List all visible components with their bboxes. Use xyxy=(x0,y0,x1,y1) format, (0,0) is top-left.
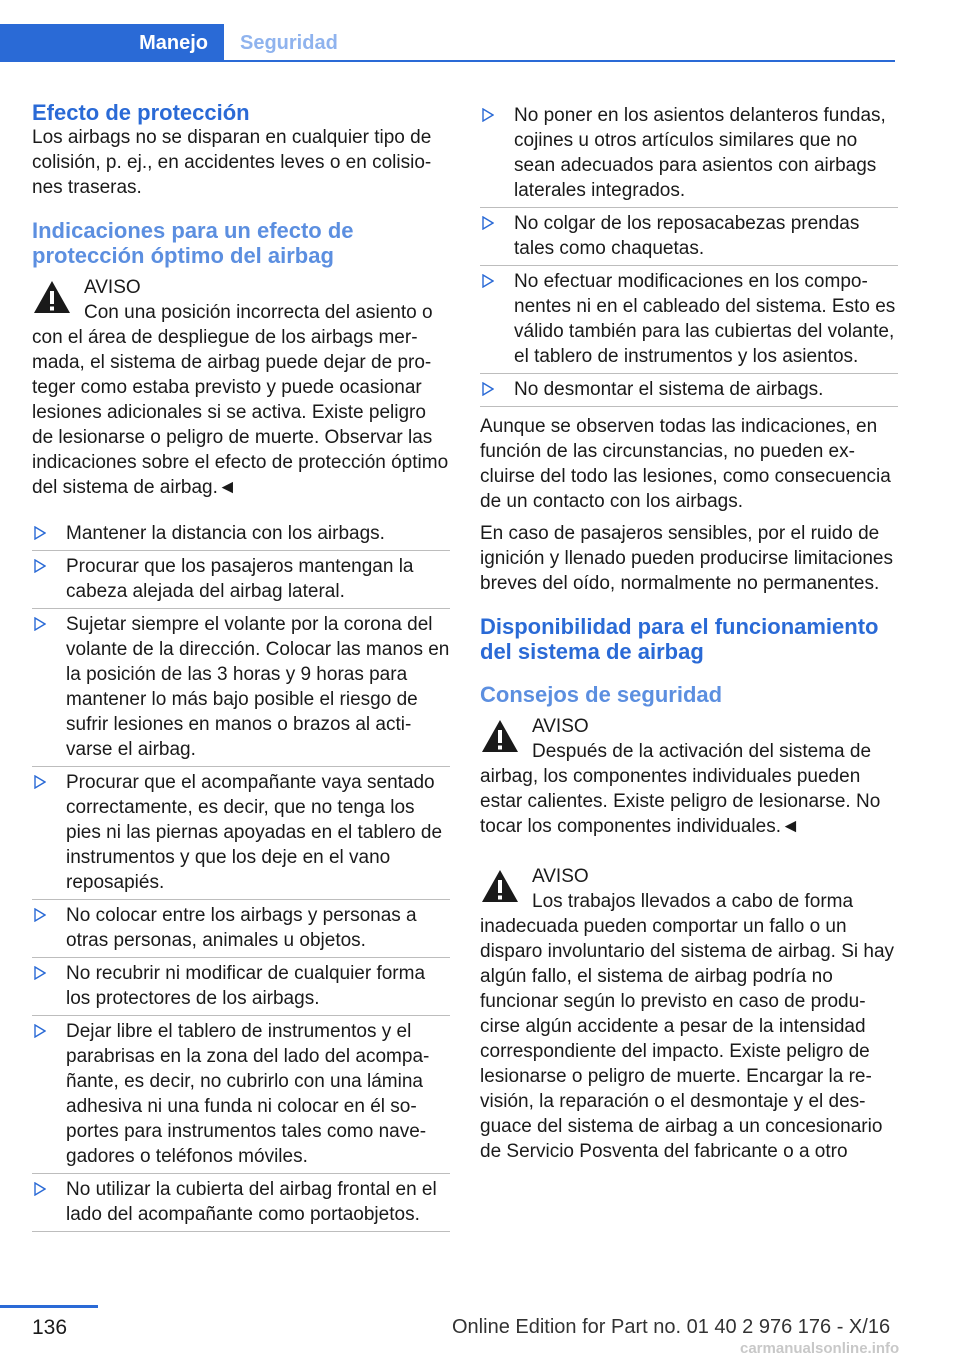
triangle-bullet-icon xyxy=(34,559,46,573)
warning-text: Con una posición incorrecta del asiento o con el área de despliegue de los airbags mermada, el sistema de airbag puede dejar de proteger como estaba previsto y puede ocasionar lesiones adicionales si se activa. Existe peligro de lesionarse o peligro de muerte. Observar las indicaciones sobre el efecto de protección óptimo del sistema de airbag.◄ xyxy=(32,302,449,498)
warning-text: Los trabajos llevados a cabo de forma inadecuada pueden comportar un fallo o un disparo involuntario del sistema de airbag. Si hay algún fallo, el sistema de airbag podría no funcionar según lo previsto en caso de producirse algún accidente a pesar de la intensidad correspondiente del impacto. Existe peligro de lesionarse o peligro de muerte. Encargar la revisión, la reparación o el desmontaje y el desguace del sistema de airbag a un concesionario de Servicio Posventa del fabricante o a otro xyxy=(480,891,895,1162)
list-item-text: No efectuar modificaciones en los componentes ni en el cableado del sistema. Esto es válido también para las cubiertas del volante, el tablero de instrumentos y los asientos. xyxy=(514,271,896,367)
warning-triangle-icon xyxy=(480,868,520,904)
list-item-text: No recubrir ni modificar de cualquier forma los protectores de los airbags. xyxy=(66,963,426,1009)
list-item xyxy=(32,900,450,958)
tab-manejo[interactable]: Manejo xyxy=(0,24,224,62)
page-number: 136 xyxy=(32,1316,68,1339)
bullet-list xyxy=(32,518,450,1232)
list-item-text: Sujetar siempre el volante por la corona del volante de la dirección. Colocar las manos en la posición de las 3 horas y 9 horas para mantener lo más bajo posible el riesgo de sufrir lesiones en manos o brazos al activarse el airbag. xyxy=(66,614,450,760)
list-item-text: No utilizar la cubierta del airbag frontal en el lado del acompañante como portaobjetos. xyxy=(66,1179,437,1225)
list-item xyxy=(32,518,450,551)
list-item xyxy=(480,266,898,374)
list-item-text: Mantener la distancia con los airbags. xyxy=(66,523,385,544)
warning-label: AVISO xyxy=(532,866,589,887)
triangle-bullet-icon xyxy=(482,382,494,396)
list-item xyxy=(32,767,450,900)
header-divider xyxy=(0,60,895,62)
list-item xyxy=(32,1174,450,1232)
triangle-bullet-icon xyxy=(34,908,46,922)
list-item-text: Dejar libre el tablero de instrumentos y el parabrisas en la zona del lado del acompañante, es decir, no cubrirlo con una lámina adhesiva ni una funda ni colocar en él soportes para instrumentos tales como navegadores o teléfonos móviles. xyxy=(66,1021,430,1167)
warning-block xyxy=(480,714,898,839)
watermark: carmanualsonline.info xyxy=(740,1340,900,1357)
triangle-bullet-icon xyxy=(34,617,46,631)
warning-label: AVISO xyxy=(532,716,589,737)
list-item-text: Procurar que el acompañante vaya sentado correctamente, es decir, que no tenga los pies ni las piernas apoyadas en el tablero de instrumentos y que los deje en el vano reposapiés. xyxy=(66,772,443,893)
paragraph-aunque: Aunque se observen todas las indicaciones, en función de las circunstancias, no pueden excluirse del todo las lesiones, como consecuencia de un contacto con los airbags. xyxy=(480,416,891,512)
left-column xyxy=(32,100,450,1232)
warning-triangle-icon xyxy=(480,718,520,754)
triangle-bullet-icon xyxy=(34,1024,46,1038)
triangle-bullet-icon xyxy=(482,108,494,122)
list-item-text: No colocar entre los airbags y personas a otras personas, animales u objetos. xyxy=(66,905,417,951)
section-heading-indicaciones: Indicaciones para un efecto de protección óptimo del airbag xyxy=(32,218,354,268)
warning-block xyxy=(480,864,898,1164)
triangle-bullet-icon xyxy=(482,274,494,288)
section-heading-disponibilidad: Disponibilidad para el funcionamiento del sistema de airbag xyxy=(480,614,879,664)
list-item xyxy=(480,374,898,407)
section-heading-efecto: Efecto de protección xyxy=(32,100,250,125)
section-heading-consejos: Consejos de seguridad xyxy=(480,682,723,707)
list-item xyxy=(32,551,450,609)
edition-note: Online Edition for Part no. 01 40 2 976 176 - X/16 xyxy=(452,1316,891,1338)
list-item xyxy=(32,1016,450,1174)
footer-divider xyxy=(0,1305,98,1308)
triangle-bullet-icon xyxy=(34,526,46,540)
paragraph-pasajeros: En caso de pasajeros sensibles, por el ruido de ignición y llenado pueden producirse limitaciones breves del oído, normalmente no permanentes. xyxy=(480,523,893,594)
tab-seguridad[interactable]: Seguridad xyxy=(240,31,338,54)
warning-block xyxy=(32,275,450,500)
right-column xyxy=(480,100,898,1164)
list-item-text: Procurar que los pasajeros mantengan la cabeza alejada del airbag lateral. xyxy=(66,556,414,602)
warning-label: AVISO xyxy=(84,277,141,298)
triangle-bullet-icon xyxy=(482,216,494,230)
warning-triangle-icon xyxy=(32,279,72,315)
paragraph-efecto: Los airbags no se disparan en cualquier tipo de colisión, p. ej., en accidentes leves o en colisiones traseras. xyxy=(32,127,432,198)
list-item xyxy=(32,609,450,767)
list-item xyxy=(480,100,898,208)
triangle-bullet-icon xyxy=(34,775,46,789)
bullet-list xyxy=(480,100,898,407)
triangle-bullet-icon xyxy=(34,966,46,980)
list-item xyxy=(32,958,450,1016)
list-item-text: No colgar de los reposacabezas prendas tales como chaquetas. xyxy=(514,213,860,259)
list-item xyxy=(480,208,898,266)
list-item-text: No poner en los asientos delanteros fundas, cojines u otros artículos similares que no sean adecuados para asientos con airbags laterales integrados. xyxy=(514,105,886,201)
list-item-text: No desmontar el sistema de airbags. xyxy=(514,379,824,400)
triangle-bullet-icon xyxy=(34,1182,46,1196)
warning-text: Después de la activación del sistema de airbag, los componentes individuales pueden estar calientes. Existe peligro de lesionarse. No tocar los componentes individuales.◄ xyxy=(480,741,881,837)
